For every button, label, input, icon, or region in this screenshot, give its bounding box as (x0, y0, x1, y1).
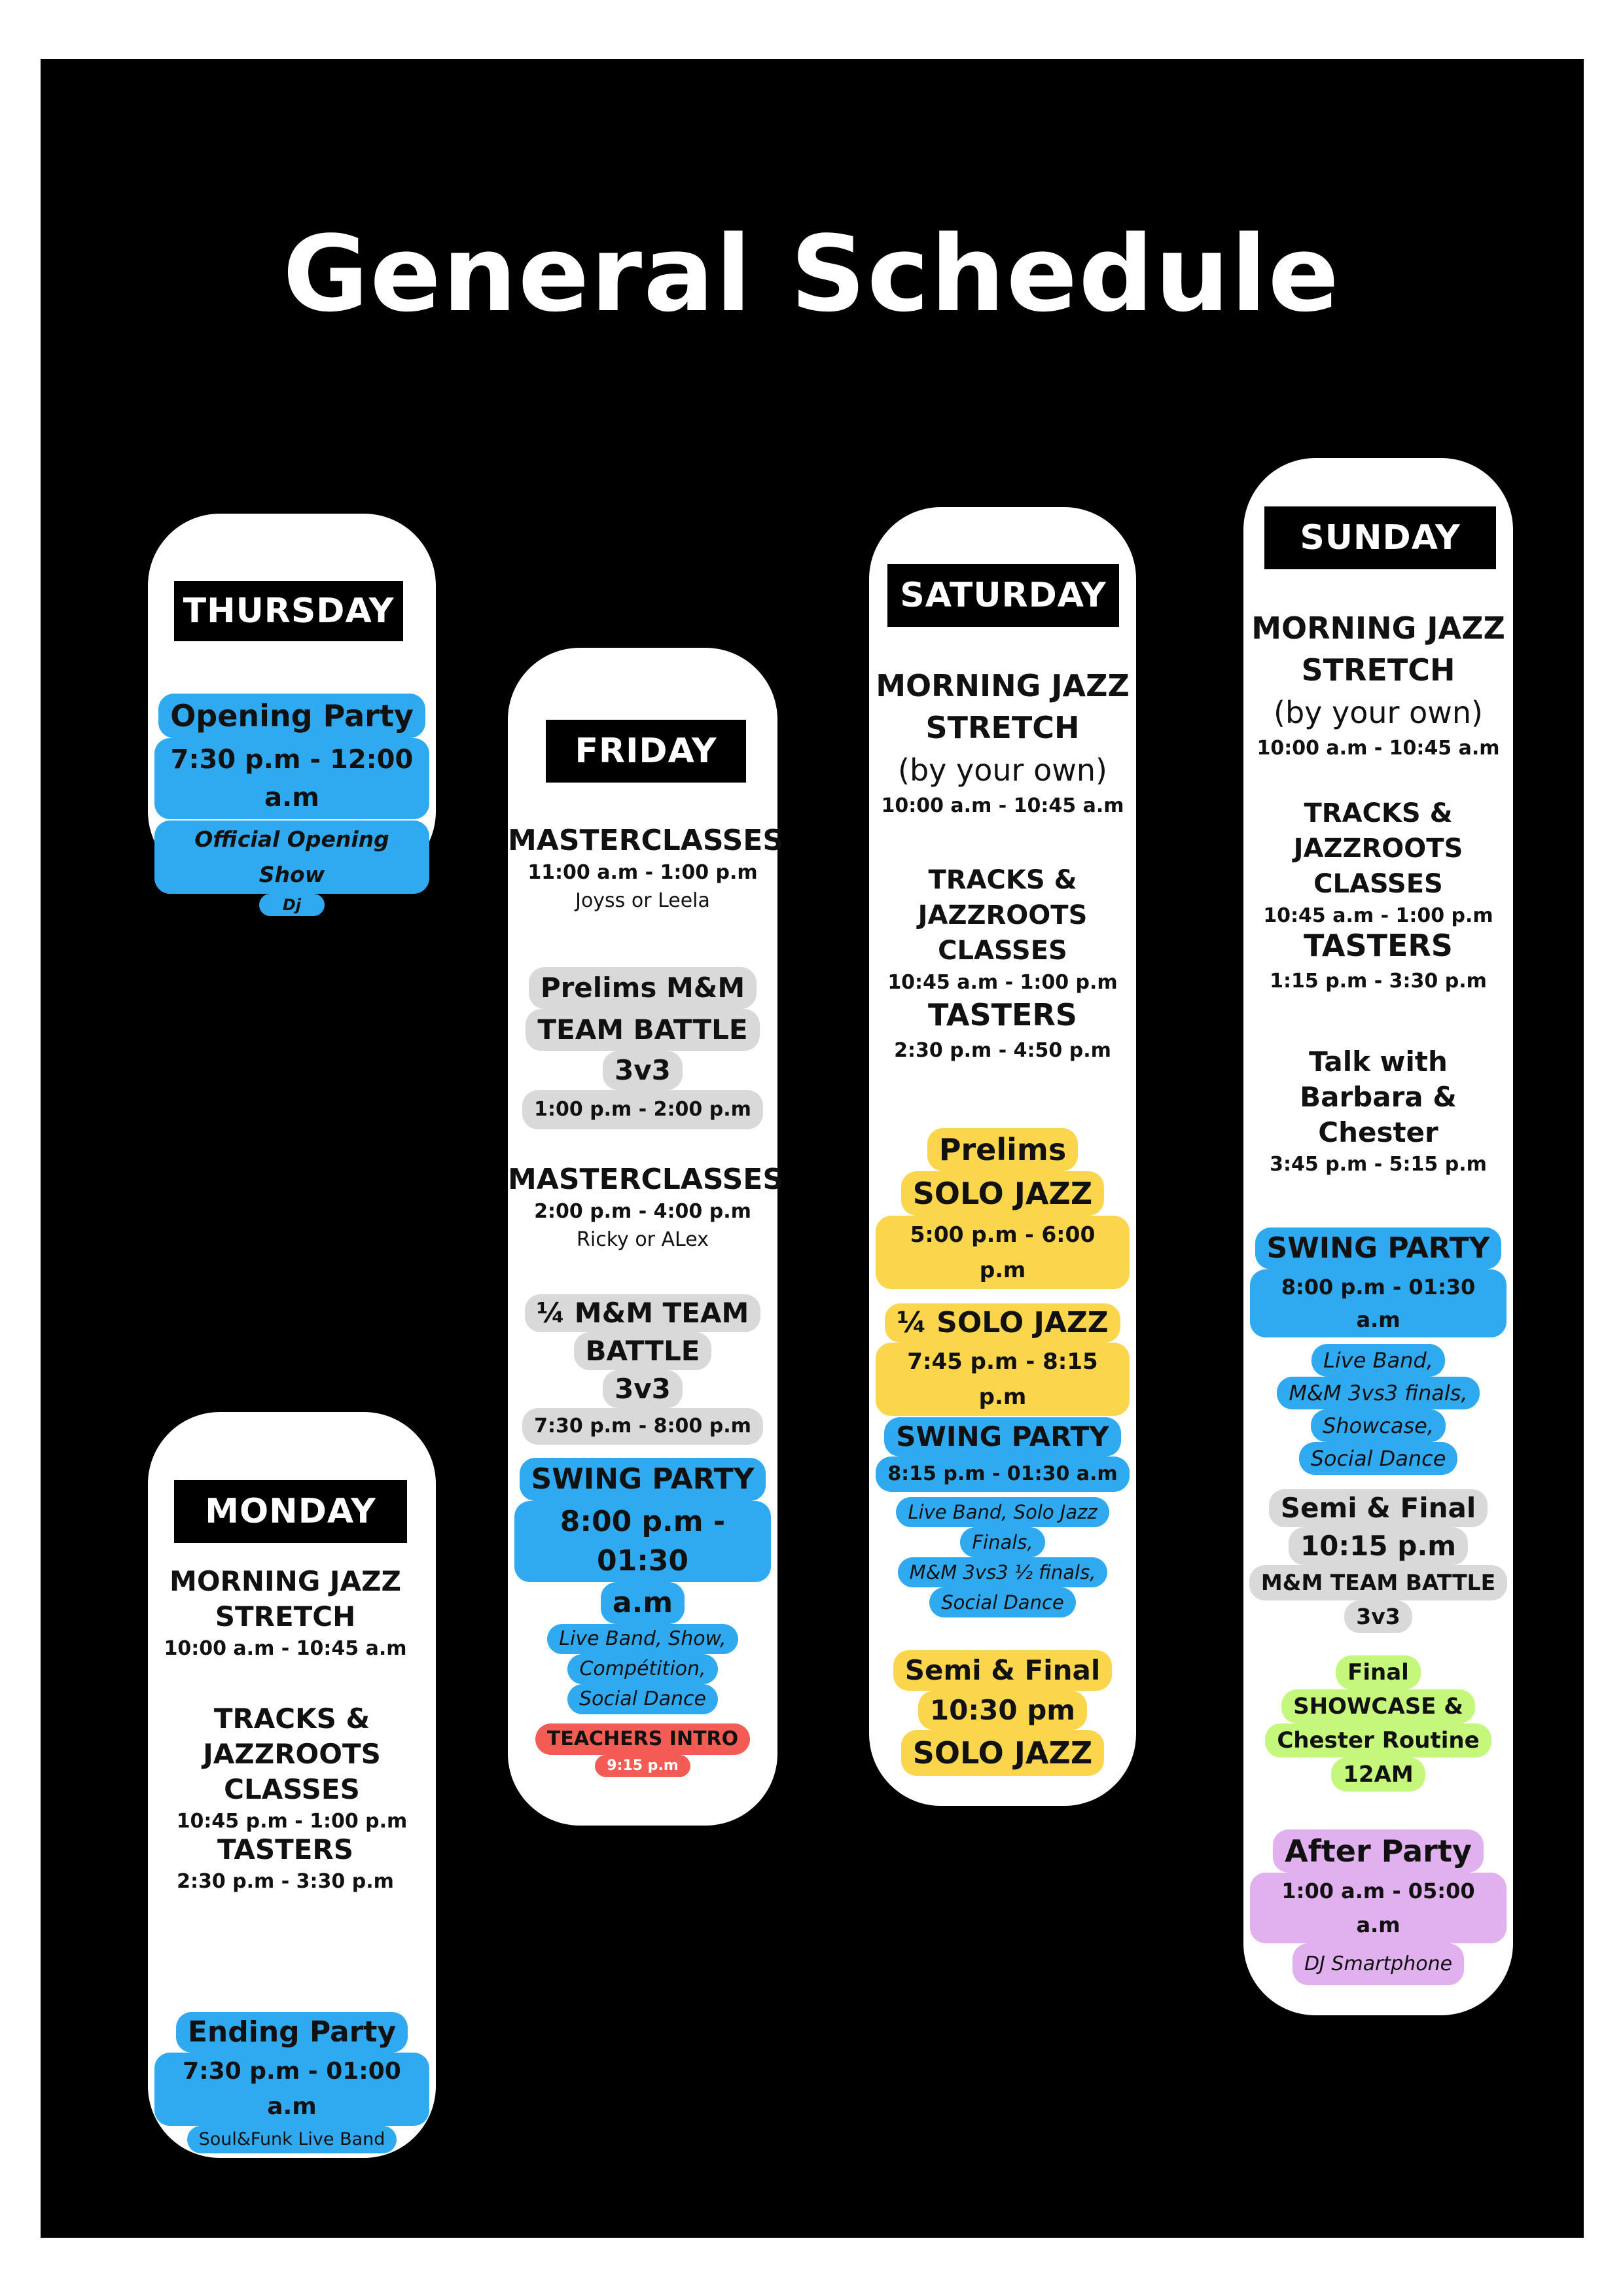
friday-masterclass-2-teachers: Ricky or ALex (577, 1228, 709, 1251)
sunday-showcase (1250, 1655, 1507, 1792)
saturday-stretch-line2: STRETCH (925, 710, 1080, 745)
monday-tracks (148, 1701, 436, 1836)
sunday-final (1243, 1489, 1513, 1633)
saturday-tasters-time: 2:30 p.m - 4:50 p.m (894, 1039, 1111, 1062)
friday-prelims (514, 967, 771, 1129)
thursday-header: THURSDAY (174, 581, 403, 641)
saturday-swing-note-3: M&M 3vs3 ½ finals, (898, 1557, 1108, 1587)
opening-show: Official Opening Show (154, 821, 429, 894)
saturday-swing-title: SWING PARTY (884, 1417, 1120, 1457)
sunday-tasters (1243, 924, 1513, 996)
monday-stretch (154, 1564, 416, 1663)
sunday-tasters-title: TASTERS (1304, 928, 1453, 963)
saturday-tasters-title: TASTERS (928, 997, 1077, 1033)
saturday-stretch (869, 665, 1136, 821)
saturday-tracks-time: 10:45 a.m - 1:00 p.m (887, 971, 1118, 994)
friday-quarter-time: 7:30 p.m - 8:00 p.m (522, 1408, 763, 1445)
friday-prelims-line2: TEAM BATTLE (526, 1009, 759, 1051)
saturday-quarter-time: 7:45 p.m - 8:15 p.m (876, 1343, 1130, 1416)
sunday-header: SUNDAY (1264, 506, 1496, 569)
ending-party-title: Ending Party (176, 2012, 408, 2053)
saturday-quarter-solo (876, 1303, 1130, 1416)
sunday-final-line4: 3v3 (1344, 1600, 1412, 1633)
friday-masterclass-2-title: MASTERCLASSES (508, 1163, 784, 1196)
sunday-talk-line2: Barbara & (1300, 1081, 1457, 1113)
sunday-swing-note-3: Showcase, (1311, 1409, 1446, 1442)
friday-masterclass-1-title: MASTERCLASSES (508, 824, 784, 857)
saturday-final-line1: Semi & Final (893, 1650, 1113, 1691)
saturday-tracks-line2: JAZZROOTS CLASSES (918, 900, 1088, 966)
friday-masterclass-2 (508, 1162, 784, 1254)
friday-masterclass-1 (508, 823, 784, 915)
sunday-final-line3: M&M TEAM BATTLE (1249, 1565, 1507, 1600)
sunday-talk-line1: Talk with (1309, 1046, 1448, 1078)
sunday-swing-note-2: M&M 3vs3 finals, (1277, 1377, 1479, 1409)
friday-swing-time-1: 8:00 p.m - 01:30 (514, 1501, 771, 1582)
sunday-stretch-line2: STRETCH (1301, 652, 1455, 688)
sunday-showcase-line1: Final (1336, 1655, 1421, 1689)
monday-tasters-time: 2:30 p.m - 3:30 p.m (177, 1870, 394, 1893)
sunday-tracks-line1: TRACKS & (1304, 798, 1453, 828)
monday-stretch-time: 10:00 a.m - 10:45 a.m (164, 1637, 407, 1660)
friday-teachers-intro: TEACHERS INTRO (535, 1723, 750, 1755)
saturday-swing-party (876, 1417, 1130, 1617)
sunday-talk-time: 3:45 p.m - 5:15 p.m (1270, 1153, 1487, 1176)
friday-swing-note-2: Compétition, (567, 1654, 717, 1684)
monday-stretch-line1: MORNING JAZZ (169, 1565, 401, 1597)
monday-tracks-line2: CLASSES (224, 1773, 360, 1805)
opening-party-title: Opening Party (158, 694, 425, 738)
friday-quarter-line1: ¼ M&M TEAM (525, 1294, 761, 1332)
saturday-tasters (869, 993, 1136, 1065)
saturday-final (876, 1650, 1130, 1776)
ending-party-time: 7:30 p.m - 01:00 a.m (154, 2053, 429, 2126)
friday-swing-party (514, 1458, 771, 1777)
sunday-swing-party (1250, 1227, 1507, 1475)
saturday-prelims-solo: SOLO JAZZ (901, 1171, 1104, 1216)
sunday-tracks-line2: JAZZROOTS CLASSES (1293, 834, 1463, 899)
sunday-after-party (1250, 1829, 1507, 1985)
saturday-final-line3: SOLO JAZZ (901, 1730, 1104, 1776)
monday-ending-party (154, 2012, 429, 2153)
friday-swing-note-1: Live Band, Show, (547, 1624, 738, 1654)
page-title: General Schedule (283, 213, 1340, 335)
friday-swing-title: SWING PARTY (520, 1458, 766, 1501)
friday-teachers-intro-time: 9:15 p.m (595, 1755, 690, 1777)
friday-header: FRIDAY (546, 720, 746, 783)
friday-prelims-time: 1:00 p.m - 2:00 p.m (522, 1090, 763, 1129)
monday-tracks-time: 10:45 p.m - 1:00 p.m (176, 1810, 408, 1833)
friday-quarter-line3: 3v3 (603, 1370, 683, 1408)
sunday-showcase-line4: 12AM (1331, 1757, 1425, 1792)
sunday-final-line1: Semi & Final (1269, 1489, 1488, 1527)
friday-swing-note-3: Social Dance (567, 1684, 718, 1714)
saturday-swing-note-1: Live Band, Solo Jazz (896, 1497, 1109, 1527)
saturday-header: SATURDAY (887, 564, 1119, 627)
saturday-stretch-line3: (by your own) (898, 752, 1107, 788)
saturday-swing-note-4: Social Dance (929, 1587, 1075, 1617)
friday-swing-time-2: a.m (601, 1582, 685, 1624)
monday-tracks-line1: TRACKS & JAZZROOTS (203, 1703, 381, 1770)
saturday-final-line2: 10:30 pm (918, 1691, 1087, 1730)
sunday-stretch-time: 10:00 a.m - 10:45 a.m (1257, 737, 1500, 760)
sunday-showcase-line3: Chester Routine (1265, 1723, 1491, 1757)
sunday-swing-note-1: Live Band, (1311, 1344, 1445, 1377)
opening-party-time: 7:30 p.m - 12:00 a.m (154, 738, 429, 819)
friday-masterclass-1-teachers: Joyss or Leela (575, 889, 710, 912)
saturday-stretch-time: 10:00 a.m - 10:45 a.m (881, 794, 1124, 817)
friday-masterclass-2-time: 2:00 p.m - 4:00 p.m (534, 1200, 751, 1223)
sunday-swing-title: SWING PARTY (1255, 1227, 1502, 1269)
thursday-opening-party (154, 694, 429, 916)
saturday-quarter-title: ¼ SOLO JAZZ (885, 1303, 1120, 1343)
saturday-tracks (869, 862, 1136, 997)
after-party-title: After Party (1273, 1829, 1484, 1873)
monday-tasters-title: TASTERS (217, 1833, 354, 1865)
after-party-time: 1:00 a.m - 05:00 a.m (1250, 1873, 1507, 1943)
friday-quarter-battle (514, 1294, 771, 1445)
saturday-stretch-line1: MORNING JAZZ (876, 668, 1130, 703)
friday-quarter-line2: BATTLE (574, 1332, 712, 1370)
sunday-talk-line3: Chester (1318, 1116, 1438, 1148)
monday-stretch-line2: STRETCH (215, 1600, 356, 1633)
monday-tasters (154, 1832, 416, 1896)
sunday-tracks (1243, 796, 1513, 930)
sunday-swing-time: 8:00 p.m - 01:30 a.m (1250, 1269, 1507, 1337)
saturday-prelims-title: Prelims (927, 1128, 1078, 1171)
monday-header: MONDAY (174, 1480, 407, 1543)
after-party-dj: DJ Smartphone (1293, 1943, 1464, 1985)
saturday-swing-time: 8:15 p.m - 01:30 a.m (876, 1457, 1129, 1492)
saturday-swing-note-2: Finals, (960, 1527, 1044, 1557)
saturday-tracks-line1: TRACKS & (928, 865, 1077, 895)
sunday-final-line2: 10:15 p.m (1289, 1527, 1468, 1565)
sunday-stretch (1243, 607, 1513, 763)
opening-dj: Dj (259, 894, 325, 916)
ending-party-note: Soul&Funk Live Band (187, 2126, 397, 2153)
sunday-stretch-line1: MORNING JAZZ (1251, 610, 1505, 646)
sunday-showcase-line2: SHOWCASE & (1281, 1689, 1475, 1723)
friday-masterclass-1-time: 11:00 a.m - 1:00 p.m (527, 861, 758, 884)
sunday-swing-note-4: Social Dance (1299, 1442, 1458, 1475)
sunday-stretch-line3: (by your own) (1274, 695, 1483, 730)
saturday-prelims (876, 1128, 1130, 1289)
sunday-tracks-time: 10:45 a.m - 1:00 p.m (1263, 904, 1493, 927)
sunday-talk (1243, 1044, 1513, 1179)
saturday-prelims-time: 5:00 p.m - 6:00 p.m (876, 1216, 1130, 1289)
friday-prelims-line1: Prelims M&M (529, 967, 757, 1009)
friday-prelims-line3: 3v3 (603, 1051, 683, 1090)
sunday-tasters-time: 1:15 p.m - 3:30 p.m (1270, 970, 1487, 993)
